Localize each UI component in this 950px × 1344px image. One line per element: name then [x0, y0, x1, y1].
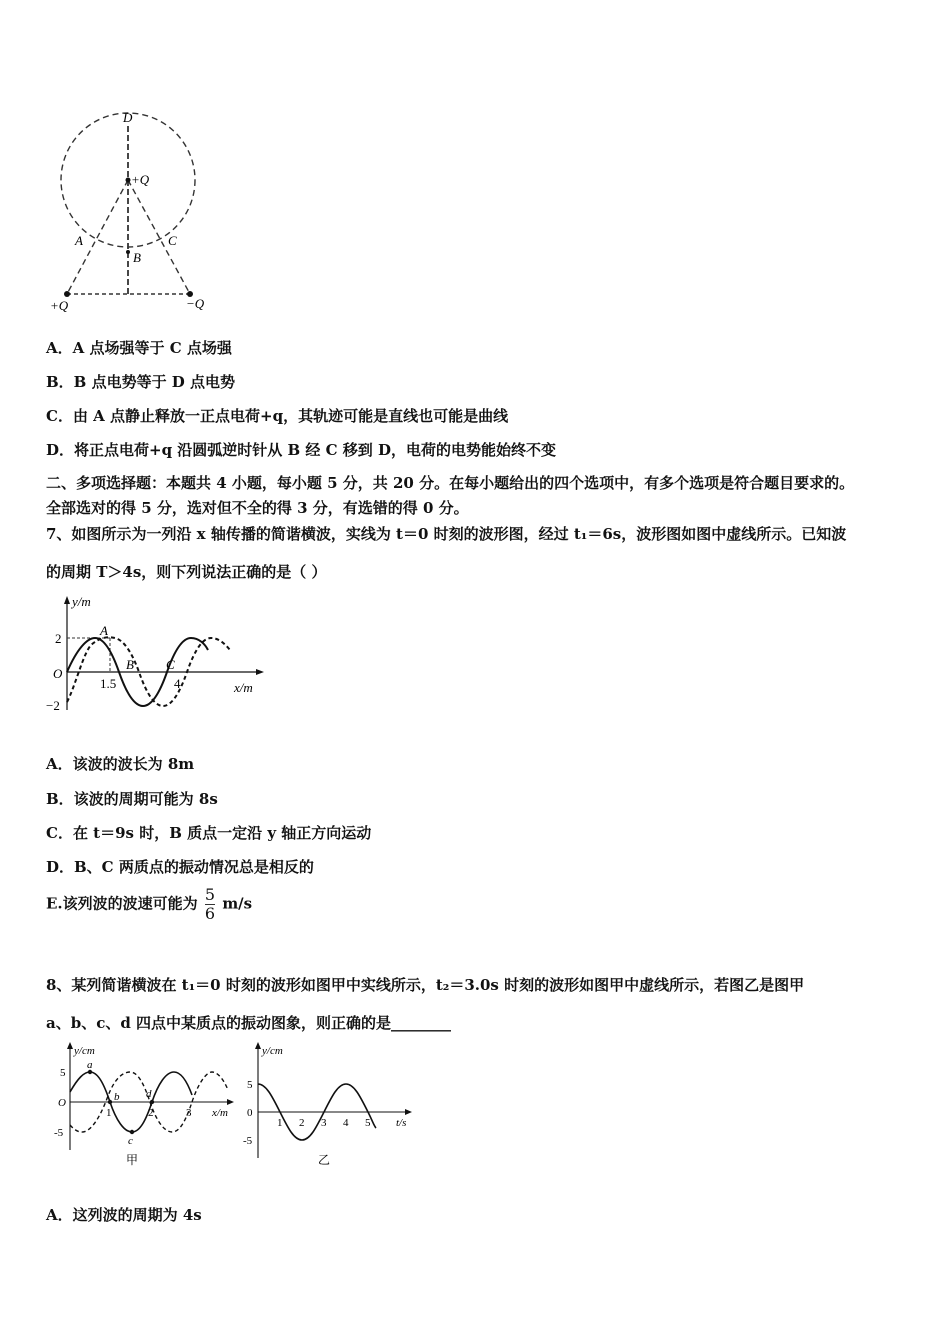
- yi-tick-5x: 5: [365, 1117, 371, 1129]
- q7-option-e-prefix: E.该列波的波速可能为: [46, 894, 198, 913]
- point-b-dot: [126, 250, 130, 254]
- label-plus-q-left: +Q: [50, 298, 69, 313]
- label-plus-q-top: +Q: [131, 172, 150, 187]
- jia-point-c: [130, 1130, 134, 1134]
- yi-tick-m5: -5: [243, 1135, 253, 1147]
- fraction-denominator: 6: [204, 904, 216, 923]
- jia-label-a: a: [87, 1059, 93, 1071]
- jia-origin: O: [58, 1097, 66, 1109]
- q6-option-a: A．A 点场强等于 C 点场强: [46, 339, 232, 357]
- q7-tick-2: 2: [55, 631, 62, 646]
- q6-option-d: D．将正点电荷+q 沿圆弧逆时针从 B 经 C 移到 D，电荷的电势能始终不变: [46, 441, 557, 459]
- yi-tick-1: 1: [277, 1117, 283, 1129]
- q7-tick-neg2: −2: [46, 698, 60, 713]
- jia-tick-5: 5: [60, 1067, 66, 1079]
- q7-option-c: C．在 t＝9s 时，B 质点一定沿 y 轴正方向运动: [46, 824, 372, 842]
- q7-option-d: D．B、C 两质点的振动情况总是相反的: [46, 858, 314, 876]
- yi-tick-3: 3: [321, 1117, 327, 1129]
- right-dashed-line: [128, 180, 190, 294]
- jia-label-d: d: [146, 1088, 152, 1100]
- yi-tick-5: 5: [247, 1079, 253, 1091]
- jia-tick-m5: -5: [54, 1127, 64, 1139]
- q6-option-c: C．由 A 点静止释放一正点电荷+q，其轨迹可能是直线也可能是曲线: [46, 407, 509, 425]
- label-c: C: [168, 233, 177, 248]
- jia-xlabel: x/m: [212, 1107, 228, 1119]
- jia-label-b: b: [114, 1091, 120, 1103]
- yi-x-arrow: [405, 1109, 412, 1115]
- q7-option-b: B．该波的周期可能为 8s: [46, 790, 218, 808]
- q7-option-e-fraction: [205, 886, 215, 923]
- q7-option-e-unit: m/s: [222, 894, 253, 913]
- yi-caption: 乙: [318, 1153, 331, 1167]
- label-b: B: [133, 250, 141, 265]
- q7-point-c: C: [166, 657, 175, 672]
- jia-y-arrow: [67, 1042, 73, 1049]
- jia-tick-2: 2: [148, 1107, 154, 1119]
- section2-line1: 二、多项选择题：本题共 4 小题，每小题 5 分，共 20 分。在每小题给出的四个选项中，有多个选项是符合题目要求的。: [46, 474, 855, 492]
- q7-point-a: A: [100, 623, 108, 638]
- q8-figure-jia: [40, 1040, 240, 1180]
- q7-ylabel: y/m: [72, 594, 91, 609]
- q7-point-b: B: [126, 657, 134, 672]
- q7-y-arrow: [64, 596, 70, 604]
- jia-point-b: [108, 1100, 112, 1104]
- yi-y-arrow: [255, 1042, 261, 1049]
- section2-line2: 全部选对的得 5 分，选对但不全的得 3 分，有选错的得 0 分。: [46, 499, 469, 517]
- q8-figure-yi: [240, 1040, 420, 1180]
- q7-x-arrow: [256, 669, 264, 675]
- label-minus-q-right: −Q: [186, 296, 205, 311]
- left-charge-dot: [64, 291, 70, 297]
- fraction-numerator: 5: [204, 885, 216, 904]
- yi-tick-4: 4: [343, 1117, 349, 1129]
- jia-caption: 甲: [126, 1153, 139, 1167]
- jia-ylabel: y/cm: [74, 1045, 95, 1057]
- q8-option-a: A．这列波的周期为 4s: [46, 1206, 202, 1224]
- yi-origin: 0: [247, 1107, 253, 1119]
- q7-tick-4: 4: [174, 676, 181, 691]
- q6-option-b: B．B 点电势等于 D 点电势: [46, 373, 236, 391]
- top-charge-dot: [126, 178, 131, 183]
- q7-option-e: [46, 886, 252, 923]
- q8-stem-line2: a、b、c、d 四点中某质点的振动图象，则正确的是________: [46, 1014, 452, 1032]
- yi-tick-2: 2: [299, 1117, 305, 1129]
- q8-stem-line1: 8、某列简谐横波在 t₁＝0 时刻的波形如图甲中实线所示，t₂＝3.0s 时刻的波形如图甲中虚线所示，若图乙是图甲: [46, 976, 805, 994]
- q7-wave-figure: [40, 592, 270, 722]
- label-a: A: [75, 233, 83, 248]
- jia-tick-3: 3: [186, 1107, 192, 1119]
- q7-option-a: A．该波的波长为 8m: [46, 755, 195, 773]
- q7-stem-line1: 7、如图所示为一列沿 x 轴传播的简谐横波，实线为 t＝0 时刻的波形图，经过 t₁＝6s，波形图如图中虚线所示。已知波: [46, 525, 847, 543]
- label-d: D: [123, 110, 133, 125]
- jia-point-d: [150, 1100, 154, 1104]
- q7-xlabel: x/m: [234, 680, 253, 695]
- q7-stem-line2: 的周期 T＞4s，则下列说法正确的是（ ）: [46, 563, 327, 581]
- yi-xlabel: t/s: [396, 1117, 407, 1129]
- charge-circle-figure: [40, 108, 230, 320]
- jia-x-arrow: [227, 1099, 234, 1105]
- jia-tick-1: 1: [106, 1107, 112, 1119]
- q7-origin: O: [53, 666, 63, 681]
- yi-ylabel: y/cm: [262, 1045, 283, 1057]
- jia-label-c: c: [128, 1135, 133, 1147]
- q7-tick-15: 1.5: [100, 676, 117, 691]
